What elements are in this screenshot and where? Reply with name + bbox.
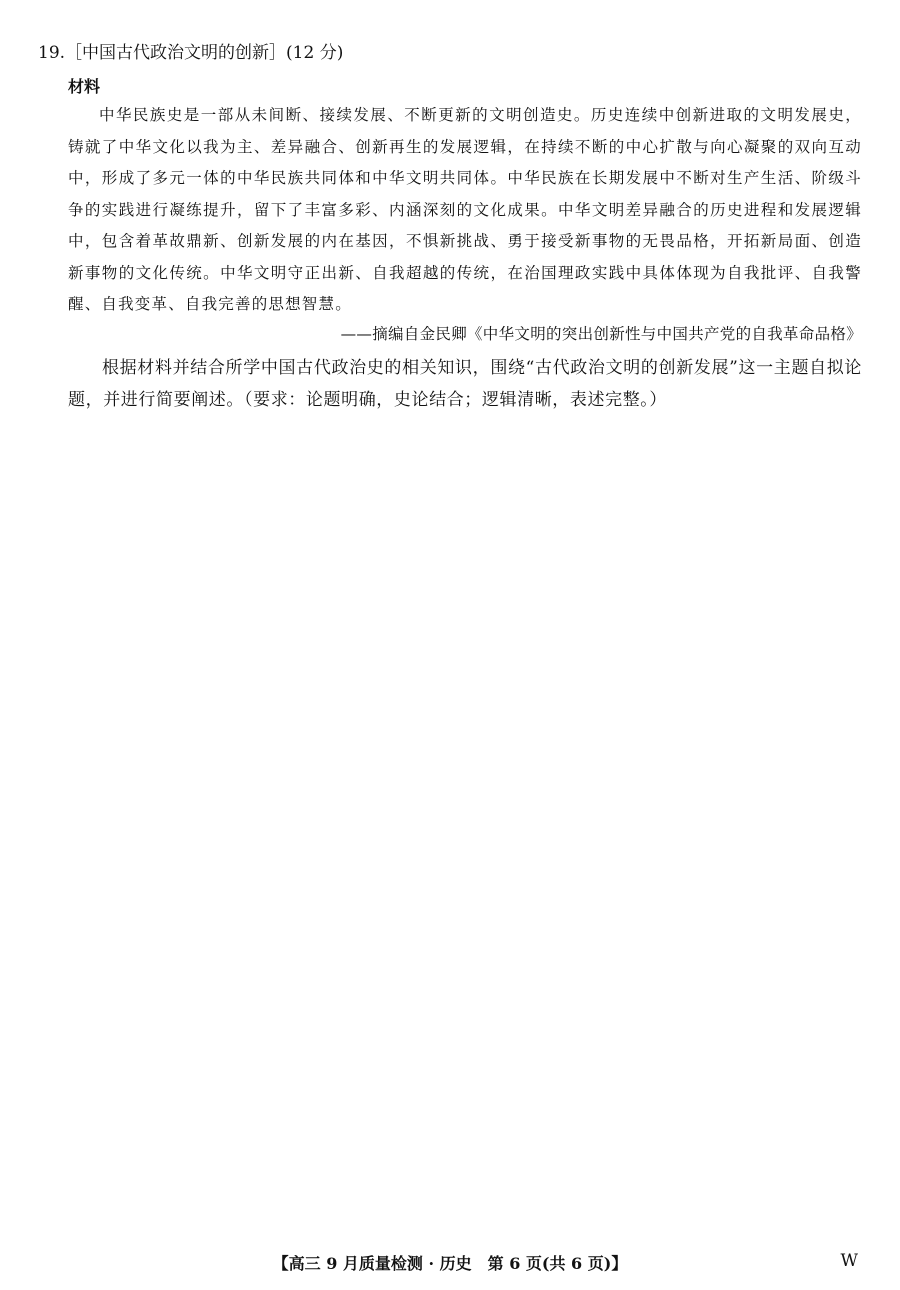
- material-label: 材料: [68, 77, 101, 96]
- citation: ——摘编自金民卿《中华文明的突出创新性与中国共产党的自我革命品格》: [340, 325, 862, 343]
- question-header: 19.［中国古代政治文明的创新］(12 分): [38, 43, 344, 63]
- question-task: 根据材料并结合所学中国古代政治史的相关知识，围绕“古代政治文明的创新发展”这一主题自拟论题，并进行简要阐述。（要求：论题明确，史论结合；逻辑清晰，表述完整。）: [68, 358, 862, 410]
- material-text: 中华民族史是一部从未间断、接续发展、不断更新的文明创造史。历史连续中创新进取的文明发展史，铸就了中华文化以我为主、差异融合、创新再生的发展逻辑，在持续不断的中心扩散与向心凝聚的双向互动中，形成了多元一体的中华民族共同体和中华文明共同体。中华民族在长期发展中不断对生产生活、阶级斗争的实践进行凝练提升，留下了丰富多彩、内涵深刻的文化成果。中华文明差异融合的历史进程和发展逻辑中，包含着革故鼎新、创新发展的内在基因，不惧新挑战、勇于接受新事物的无畏品格，开拓新局面、创造新事物的文化传统。中华文明守正出新、自我超越的传统，在治国理政实践中具体体现为自我批评、自我警醒、自我变革、自我完善的思想智慧。: [68, 106, 862, 313]
- footer-page-info: 【高三 9 月质量检测 · 历史 第 6 页(共 6 页)】: [272, 1254, 628, 1273]
- footer-mark: W: [840, 1251, 858, 1271]
